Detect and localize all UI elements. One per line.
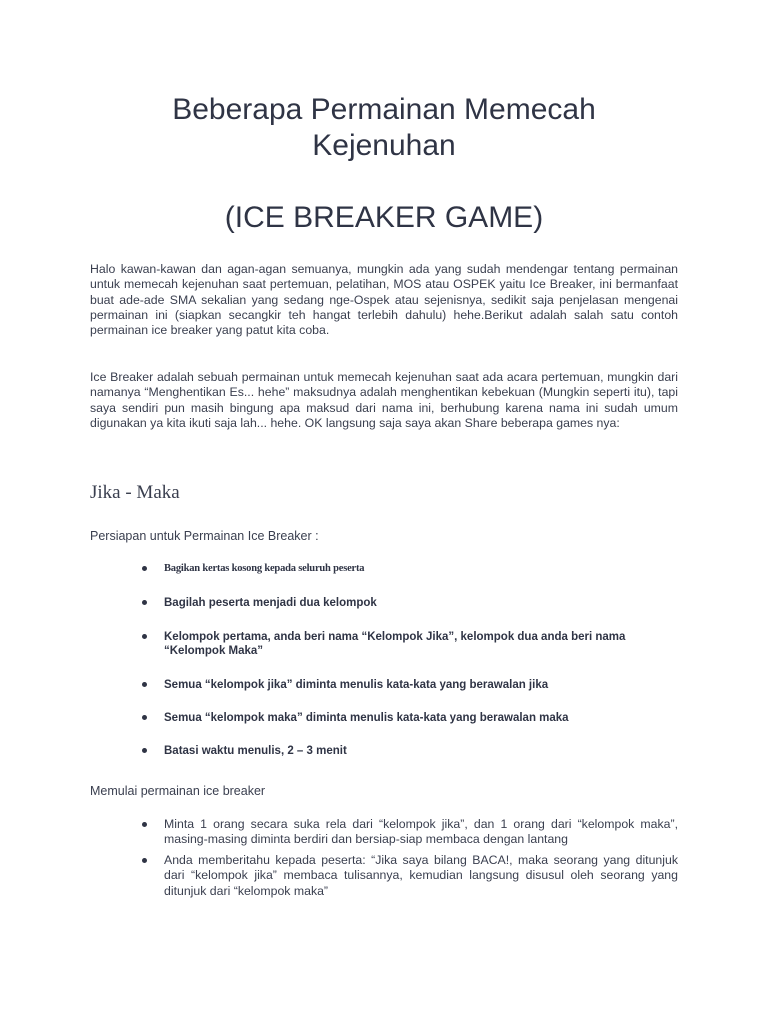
bullet-icon	[142, 682, 147, 687]
prep-item: Bagikan kertas kosong kepada seluruh peserta	[164, 563, 365, 574]
prep-item: Semua “kelompok jika” diminta menulis kata-kata yang berawalan jika	[164, 679, 549, 691]
bullet-icon	[142, 600, 147, 605]
document-title	[90, 92, 678, 164]
description-paragraph: Ice Breaker adalah sebuah permainan untuk memecah kejenuhan saat ada acara pertemuan, mungkin dari namanya “Menghentikan Es... hehe” maksudnya adalah menghentikan kebekuan (Mungkin seperti itu), tapi saya sendiri pun masih bingung apa maksud dari nama ini, berhubung karena nama ini sudah umum digunakan ya kita ikuti saja lah... hehe. OK langsung saja saya akan Share beberapa games nya:	[90, 370, 678, 430]
start-item: Minta 1 orang secara suka rela dari “kelompok jika”, dan 1 orang dari “kelompok maka”, masing-masing diminta berdiri dan bersiap-siap membaca dengan lantang	[164, 817, 678, 847]
title-line-2: Kejenuhan	[312, 129, 456, 162]
prep-item: Bagilah peserta menjadi dua kelompok	[164, 597, 377, 609]
start-item: Anda memberitahu kepada peserta: “Jika saya bilang BACA!, maka seorang yang ditunjuk dari “kelompok jika” membaca tulisannya, kemudian langsung disusul oleh seorang yang ditunjuk dari “kelompok maka”	[164, 853, 678, 898]
document-subtitle: (ICE BREAKER GAME)	[224, 201, 544, 234]
bullet-icon	[142, 715, 147, 720]
bullet-icon	[142, 858, 147, 863]
bullet-icon	[142, 566, 147, 571]
prep-heading: Persiapan untuk Permainan Ice Breaker :	[90, 529, 319, 543]
intro-paragraph: Halo kawan-kawan dan agan-agan semuanya, mungkin ada yang sudah mendengar tentang permainan untuk memecah kejenuhan saat pertemuan, pelatihan, MOS atau OSPEK yaitu Ice Breaker, ini bermanfaat buat ade-ade SMA sekalian yang sedang nge-Ospek atau sejenisnya, sedikit saja penjelasan mengenai permainan ini (siapkan secangkir teh hangat terlebih dahulu) hehe.Berikut adalah salah satu contoh permainan ice breaker yang patut kita coba.	[90, 262, 678, 338]
bullet-icon	[142, 822, 147, 827]
title-line-1: Beberapa Permainan Memecah	[172, 93, 596, 126]
prep-item: Semua “kelompok maka” diminta menulis kata-kata yang berawalan maka	[164, 712, 569, 724]
prep-item: Batasi waktu menulis, 2 – 3 menit	[164, 745, 347, 757]
prep-item: Kelompok pertama, anda beri nama “Kelompok Jika”, kelompok dua anda beri nama “Kelompok Maka”	[164, 631, 626, 657]
bullet-icon	[142, 748, 147, 753]
bullet-icon	[142, 634, 147, 639]
start-heading: Memulai permainan ice breaker	[90, 784, 266, 798]
section-heading: Jika - Maka	[90, 482, 180, 503]
